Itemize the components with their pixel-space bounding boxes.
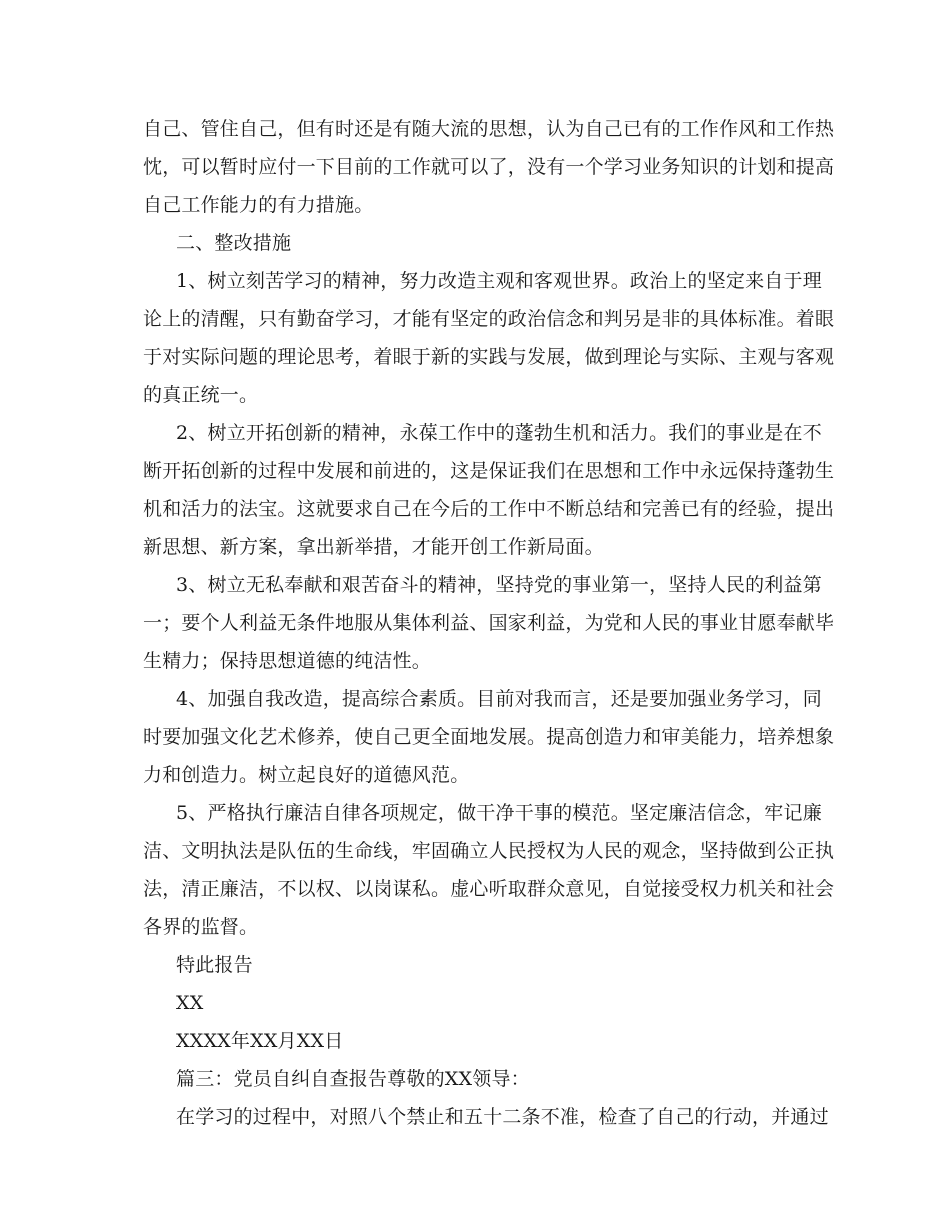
text-line: 于对实际问题的理论思考，着眼于新的实践与发展，做到理论与实际、主观与客观 bbox=[143, 346, 835, 368]
text-line: 生精力；保持思想道德的纯洁性。 bbox=[143, 650, 432, 672]
closing-text: 特此报告 bbox=[176, 954, 253, 976]
text-line: 2、树立开拓创新的精神，永葆工作中的蓬勃生机和活力。我们的事业是在不 bbox=[176, 422, 822, 444]
text-line: 新思想、新方案，拿出新举措，才能开创工作新局面。 bbox=[143, 536, 604, 558]
text-line: 一；要个人利益无条件地服从集体利益、国家利益，为党和人民的事业甘愿奉献毕 bbox=[143, 612, 835, 634]
text-line: 力和创造力。树立起良好的道德风范。 bbox=[143, 764, 470, 786]
text-line: 4、加强自我改造，提高综合素质。目前对我而言，还是要加强业务学习，同 bbox=[176, 688, 822, 710]
text-line: 论上的清醒，只有勤奋学习，才能有坚定的政治信念和判另是非的具体标准。着眼 bbox=[143, 308, 835, 330]
text-line: 3、树立无私奉献和艰苦奋斗的精神，坚持党的事业第一，坚持人民的利益第 bbox=[176, 574, 822, 596]
text-line: 断开拓创新的过程中发展和前进的，这是保证我们在思想和工作中永远保持蓬勃生 bbox=[143, 460, 835, 482]
text-line: 各界的监督。 bbox=[143, 916, 259, 938]
text-line: 的真正统一。 bbox=[143, 384, 259, 406]
text-line: 忱，可以暂时应付一下目前的工作就可以了，没有一个学习业务知识的计划和提高 bbox=[143, 156, 835, 178]
text-line: 在学习的过程中，对照八个禁止和五十二条不准，检查了自己的行动，并通过 bbox=[176, 1106, 829, 1128]
chapter-title: 篇三：党员自纠自查报告尊敬的XX领导： bbox=[176, 1068, 530, 1090]
text-line: 时要加强文化艺术修养，使自己更全面地发展。提高创造力和审美能力，培养想象 bbox=[143, 726, 835, 748]
text-line: 机和活力的法宝。这就要求自己在今后的工作中不断总结和完善已有的经验，提出 bbox=[143, 498, 835, 520]
text-line: 法，清正廉洁，不以权、以岗谋私。虚心听取群众意见，自觉接受权力机关和社会 bbox=[143, 878, 835, 900]
signature-text: XX bbox=[176, 992, 204, 1014]
text-line: 自己工作能力的有力措施。 bbox=[143, 194, 374, 216]
date-text: XXXX年XX月XX日 bbox=[176, 1030, 344, 1052]
section-heading: 二、整改措施 bbox=[176, 232, 292, 254]
text-line: 洁、文明执法是队伍的生命线，牢固确立人民授权为人民的观念，坚持做到公正执 bbox=[143, 840, 835, 862]
text-line: 自己、管住自己，但有时还是有随大流的思想，认为自己已有的工作作风和工作热 bbox=[143, 118, 835, 140]
text-line: 5、严格执行廉洁自律各项规定，做干净干事的模范。坚定廉洁信念，牢记廉 bbox=[176, 802, 822, 824]
text-line: 1、树立刻苦学习的精神，努力改造主观和客观世界。政治上的坚定来自于理 bbox=[176, 270, 822, 292]
